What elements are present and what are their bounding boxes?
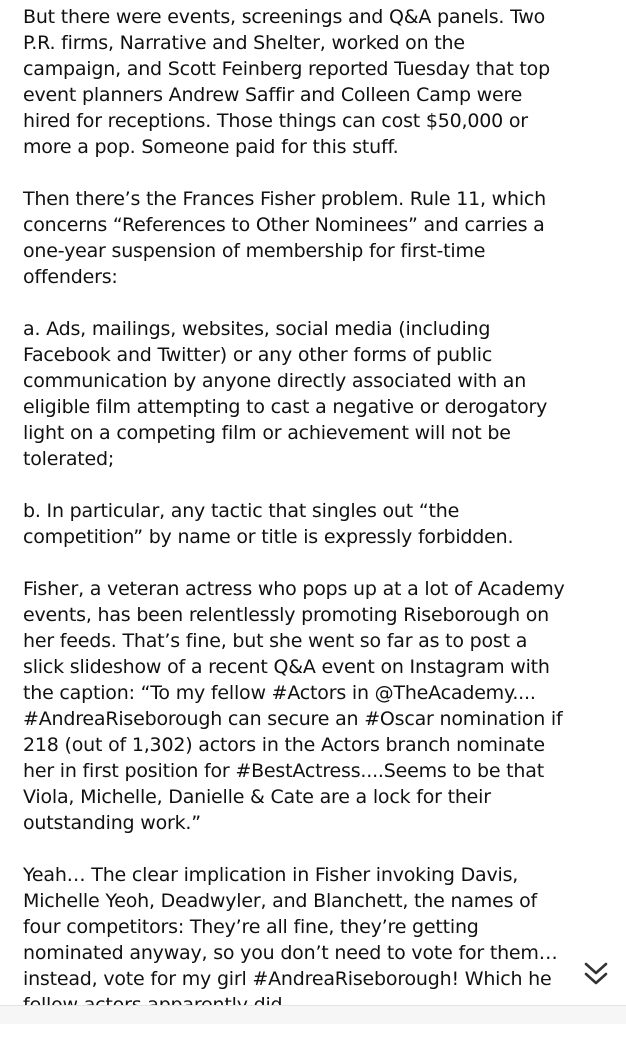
article-paragraph: a. Ads, mailings, websites, social media (including Facebook and Twitter) or any other forms of public communication by anyone directly associated with an eligible film attempting to cast a negative or derogatory light on a competing film or achievement will not be tolerated; <box>23 318 548 470</box>
double-chevron-down-icon <box>581 959 611 989</box>
bottom-toolbar <box>0 1005 626 1024</box>
article-paragraph: Yeah… The clear implication in Fisher invoking Davis, Michelle Yeoh, Deadwyler, and Blanchett, the names of four competitors: They’re all fine, they’re getting nominated anyway, so you don’t need to vote for them… instead, vote for my girl #AndreaRiseborough! Which he <box>23 864 558 990</box>
scroll-down-button[interactable] <box>576 953 616 995</box>
article-paragraph: Then there’s the Frances Fisher problem. Rule 11, which concerns “References to Other Nominees” and carries a one-year suspension of membership for first-time offenders: <box>23 188 547 288</box>
article-paragraph: But there were events, screenings and Q&A panels. Two P.R. firms, Narrative and Shelter, worked on the campaign, and Scott Feinberg reported Tuesday that top event planners Andrew Saffir and Colleen Camp were hired for receptions. Those things can cost $50,000 or more a pop. Someone paid for this stuff. <box>23 6 550 158</box>
article-paragraph: Fisher, a veteran actress who pops up at a lot of Academy events, has been relentlessly promoting Riseborough on her feeds. That’s fine, but she went so far as to post a slick slideshow of a recent Q&A event on Instagram with the caption: “To my fellow #Actors in @TheAcademy.... #AndreaRiseborough can secure an #Oscar nomination if 218 (out of 1,302) actors in the Actors branch nominate her in first position for #BestActress....Seems to be that Viola, Michelle, Danielle & Cate are a lock for their outstanding work.” <box>23 578 565 834</box>
article-paragraph: b. In particular, any tactic that singles out “the competition” by name or title is expressly forbidden. <box>23 500 514 548</box>
article-body <box>23 4 611 1044</box>
